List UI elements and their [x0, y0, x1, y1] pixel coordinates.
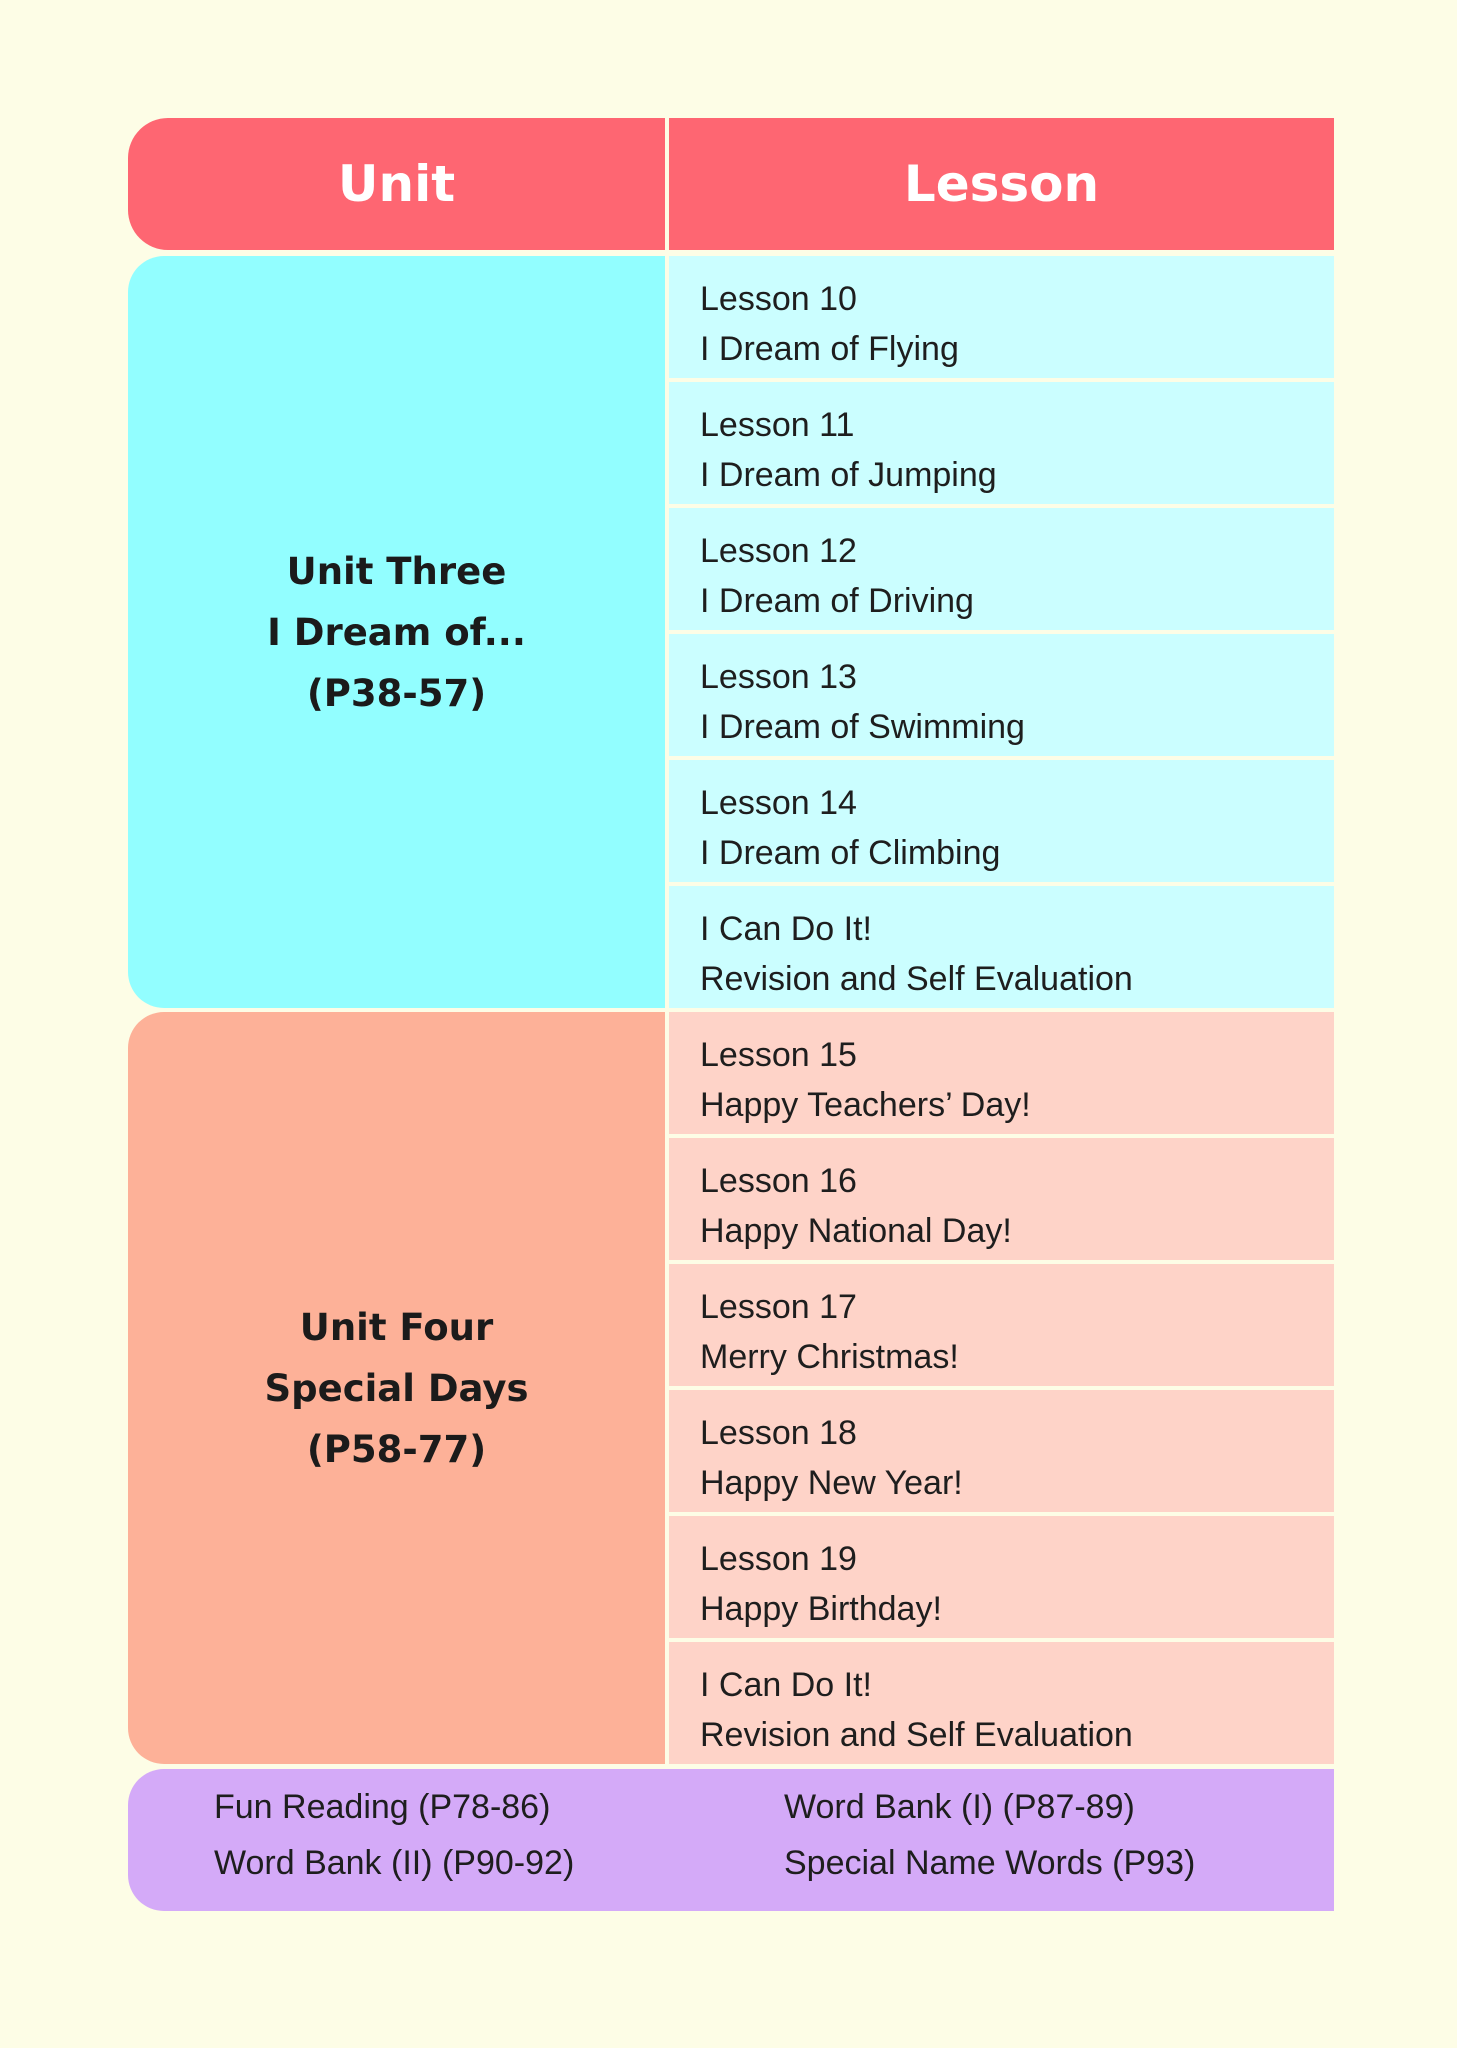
lesson-title: Happy Birthday! [700, 1590, 942, 1628]
lesson-column-header: Lesson [669, 118, 1334, 250]
lesson-number: Lesson 11 [700, 406, 855, 444]
unit-four-name: Unit Four [299, 1305, 494, 1349]
lesson-number: Lesson 13 [700, 658, 857, 696]
lesson-title: I Dream of Flying [700, 330, 959, 368]
lesson-title: I Dream of Jumping [700, 456, 997, 494]
lesson-18-row[interactable] [669, 1390, 1334, 1512]
table-of-contents [128, 118, 1334, 1911]
lesson-title: I Dream of Driving [700, 582, 974, 620]
unit-three-cell[interactable] [128, 256, 665, 1008]
table-header [128, 118, 1334, 250]
lesson-17-row[interactable] [669, 1264, 1334, 1386]
lesson-19-row[interactable] [669, 1516, 1334, 1638]
lesson-title: Merry Christmas! [700, 1338, 959, 1376]
unit-four-revision-row[interactable] [669, 1642, 1334, 1764]
unit-three-lessons [669, 256, 1334, 1008]
unit-three-revision-row[interactable] [669, 886, 1334, 1008]
lesson-16-row[interactable] [669, 1138, 1334, 1260]
lesson-title: Happy New Year! [700, 1464, 963, 1502]
fun-reading-link[interactable]: Fun Reading (P78-86) [214, 1788, 551, 1826]
lesson-number: Lesson 19 [700, 1540, 857, 1578]
unit-four-block [128, 1012, 1334, 1764]
lesson-number: Lesson 10 [700, 280, 857, 318]
lesson-number: Lesson 15 [700, 1036, 857, 1074]
unit-three-pages: (P38-57) [306, 671, 487, 715]
unit-three-title: I Dream of... [267, 610, 526, 654]
lesson-title: Happy Teachers’ Day! [700, 1086, 1031, 1124]
lesson-number: Lesson 17 [700, 1288, 857, 1326]
unit-three-name: Unit Three [286, 549, 507, 593]
lesson-11-row[interactable] [669, 382, 1334, 504]
lesson-13-row[interactable] [669, 634, 1334, 756]
lesson-14-row[interactable] [669, 760, 1334, 882]
lesson-15-row[interactable] [669, 1012, 1334, 1134]
unit-four-lessons [669, 1012, 1334, 1764]
lesson-number: Lesson 18 [700, 1414, 857, 1452]
lesson-number: Lesson 14 [700, 784, 857, 822]
lesson-title: Happy National Day! [700, 1212, 1012, 1250]
unit-four-cell[interactable] [128, 1012, 665, 1764]
special-name-words-link[interactable]: Special Name Words (P93) [784, 1844, 1196, 1882]
unit-column-header: Unit [128, 118, 665, 250]
lesson-10-row[interactable] [669, 256, 1334, 378]
lesson-title: I Dream of Climbing [700, 834, 1001, 872]
unit-four-pages: (P58-77) [306, 1427, 487, 1471]
unit-three-block [128, 256, 1334, 1008]
lesson-title: I Dream of Swimming [700, 708, 1025, 746]
lesson-number: Lesson 12 [700, 532, 857, 570]
lesson-number: I Can Do It! [700, 1666, 872, 1704]
lesson-number: Lesson 16 [700, 1162, 857, 1200]
lesson-12-row[interactable] [669, 508, 1334, 630]
appendix-section [128, 1769, 1334, 1911]
lesson-number: I Can Do It! [700, 910, 872, 948]
unit-four-title: Special Days [264, 1366, 529, 1410]
word-bank-2-link[interactable]: Word Bank (II) (P90-92) [214, 1844, 575, 1882]
lesson-title: Revision and Self Evaluation [700, 960, 1133, 998]
lesson-title: Revision and Self Evaluation [700, 1716, 1133, 1754]
word-bank-1-link[interactable]: Word Bank (I) (P87-89) [784, 1788, 1135, 1826]
